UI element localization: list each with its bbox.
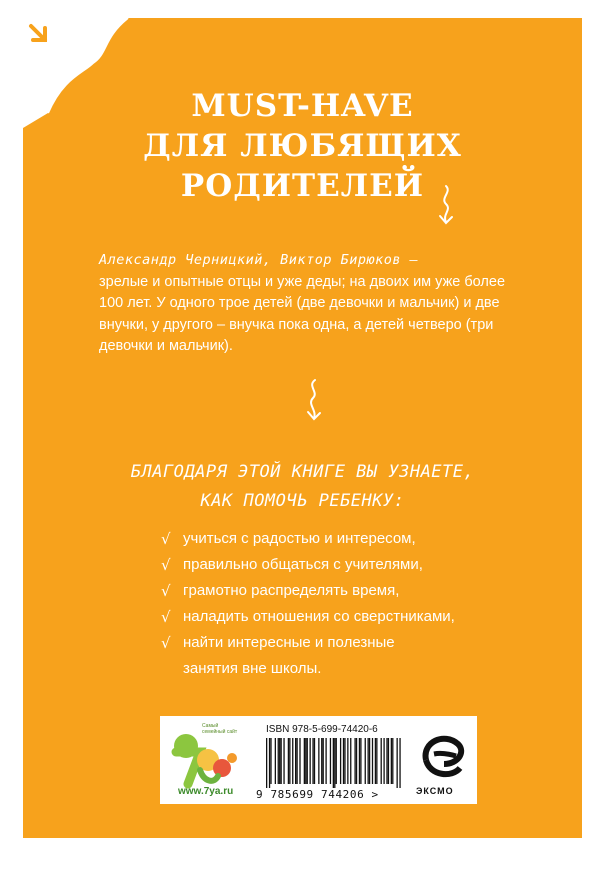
barcode-bar [388,738,389,784]
barcode-bar [391,738,392,784]
title [23,86,582,206]
check-icon: √ [161,530,171,548]
check-icon: √ [161,608,171,626]
barcode-bar [304,738,305,784]
barcode-bar [383,738,384,784]
squiggle-arrow-icon [303,378,327,424]
barcode-bar [392,738,393,784]
barcode-bar [343,738,344,784]
title-line: РОДИТЕЛЕЙ [180,168,425,204]
barcode-bar [318,738,319,784]
author-bio-line: внучки, у другого – внучка пока одна, а детей четверо (три [99,316,494,333]
author-names: Александр Черницкий, Виктор Бирюков – [99,252,419,268]
barcode-bar [399,738,400,788]
barcode-bar [283,738,284,784]
isbn: ISBN 978-5-699-74420-6 [266,724,378,735]
barcode-bar [356,738,357,784]
benefits-heading [23,458,582,516]
list-item: √ наладить отношения со сверстниками, [161,604,481,630]
check-icon: √ [161,634,171,652]
barcode-bar [278,738,279,784]
barcode-bar [310,738,311,784]
list-item: √ грамотно распределять время, [161,578,481,604]
barcode-bar [307,738,308,784]
check-icon: √ [161,582,171,600]
barcode-bar [279,738,280,784]
check-icon: √ [161,556,171,574]
barcode-bar [360,738,361,784]
site-slogan: Самый семейный сайт [202,723,238,735]
barcode-bar [296,738,297,784]
barcode-bar [295,738,296,784]
barcode-icon [266,738,406,788]
site-url: www.7ya.ru [178,786,234,797]
barcode-bar [381,738,382,784]
barcode-panel [160,716,477,804]
title-line: ДЛЯ ЛЮБЯЩИХ [143,128,462,164]
barcode-bar [386,738,387,784]
barcode-bar [347,738,348,784]
list-item: √ найти интересные и полезные [161,630,481,656]
barcode-bar [397,738,398,788]
squiggle-arrow-icon [436,184,460,228]
barcode-bar [312,738,313,784]
barcode-bar [292,738,293,784]
eksmo-logo-icon [420,730,466,782]
barcode-bar [333,738,334,788]
barcode-bar [269,738,270,788]
barcode-bar [340,738,341,784]
barcode-bar [344,738,345,784]
barcode-bar [365,738,366,784]
author-bio-line: зрелые и опытные отцы и уже деды; на двоих им уже более [99,273,506,290]
barcode-bar [368,738,369,784]
barcode-bar [369,738,370,784]
benefits-list [161,526,481,682]
barcode-bar [325,738,326,784]
barcode-bar [334,738,335,788]
barcode-bar [321,738,322,784]
title-line: MUST-HAVE [191,88,414,124]
list-item: занятия вне школы. [183,660,322,677]
barcode-bar [299,738,300,784]
barcode-bar [270,738,271,784]
author-bio-line: девочки и мальчик). [99,338,233,354]
barcode-bar [289,738,290,784]
author-bio-line: 100 лет. У одного трое детей (две девочки и мальчик) и две [99,295,500,311]
list-item: √ учиться с радостью и интересом, [161,526,481,552]
barcode-bar [354,738,355,784]
barcode-bar [266,738,267,788]
barcode-bar [305,738,306,784]
barcode-bar [288,738,289,784]
barcode-bar [275,738,276,784]
barcode-bar [375,738,376,784]
authors-text [99,250,509,358]
benefits-heading-line: БЛАГОДАРЯ ЭТОЙ КНИГЕ ВЫ УЗНАЕТЕ, [130,462,475,482]
barcode-bar [350,738,351,784]
barcode-bar [372,738,373,784]
barcode-bar [281,738,282,784]
barcode-bar [314,738,315,784]
barcode-bar [336,738,337,784]
barcode-bar [359,738,360,784]
barcode-bar [330,738,331,784]
list-item: √ правильно общаться с учителями, [161,552,481,578]
barcode-bar [323,738,324,784]
benefits-heading-line: КАК ПОМОЧЬ РЕБЕНКУ: [200,491,405,511]
barcode-digits: 9 785699 744206 > [256,788,379,801]
back-cover-panel [23,18,582,838]
publisher-name: ЭКСМО [416,786,454,796]
barcode-bar [376,738,377,784]
